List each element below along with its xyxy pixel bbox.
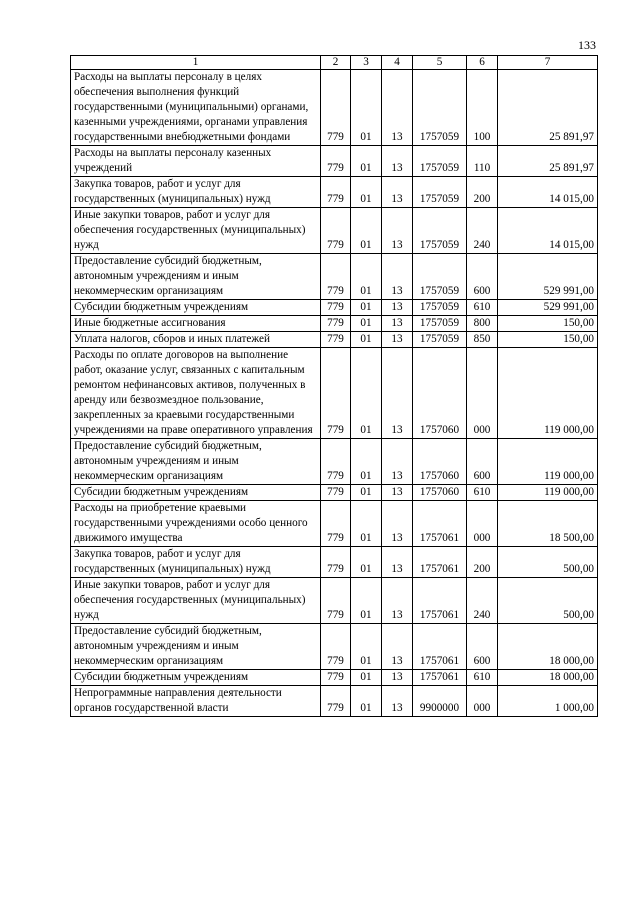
expense-type-code: 200: [467, 177, 498, 208]
ministry-code: 779: [321, 300, 351, 316]
subsection-code: 13: [382, 348, 413, 439]
section-code: 01: [351, 439, 382, 485]
expense-name: Расходы на выплаты персоналу в целях обеспечения выполнения функций государственными (муниципальными) органами, казенными учреждениями, органами управления государственными внебюджетными фондами: [71, 70, 321, 146]
subsection-code: 13: [382, 439, 413, 485]
amount: 500,00: [498, 578, 598, 624]
section-code: 01: [351, 686, 382, 717]
target-article-code: 1757059: [413, 332, 467, 348]
subsection-code: 13: [382, 578, 413, 624]
amount: 119 000,00: [498, 485, 598, 501]
expense-name: Предоставление субсидий бюджетным, автономным учреждениям и иным некоммерческим организациям: [71, 624, 321, 670]
section-code: 01: [351, 146, 382, 177]
ministry-code: 779: [321, 254, 351, 300]
target-article-code: 1757060: [413, 439, 467, 485]
column-header-3: 3: [351, 56, 382, 70]
expense-type-code: 610: [467, 300, 498, 316]
section-code: 01: [351, 578, 382, 624]
expense-name: Расходы на приобретение краевыми государственными учреждениями особо ценного движимого имущества: [71, 501, 321, 547]
expense-type-code: 850: [467, 332, 498, 348]
ministry-code: 779: [321, 177, 351, 208]
section-code: 01: [351, 485, 382, 501]
amount: 500,00: [498, 547, 598, 578]
expense-type-code: 240: [467, 208, 498, 254]
amount: 529 991,00: [498, 254, 598, 300]
expense-name: Иные бюджетные ассигнования: [71, 316, 321, 332]
ministry-code: 779: [321, 547, 351, 578]
expense-name: Субсидии бюджетным учреждениям: [71, 485, 321, 501]
expense-name: Расходы на выплаты персоналу казенных учреждений: [71, 146, 321, 177]
subsection-code: 13: [382, 624, 413, 670]
section-code: 01: [351, 348, 382, 439]
target-article-code: 1757059: [413, 254, 467, 300]
subsection-code: 13: [382, 670, 413, 686]
table-body: [71, 70, 598, 717]
section-code: 01: [351, 300, 382, 316]
expense-name: Предоставление субсидий бюджетным, автономным учреждениям и иным некоммерческим организациям: [71, 439, 321, 485]
ministry-code: 779: [321, 670, 351, 686]
table-row: [71, 348, 598, 439]
column-header-1: 1: [71, 56, 321, 70]
section-code: 01: [351, 670, 382, 686]
expense-type-code: 610: [467, 485, 498, 501]
column-header-4: 4: [382, 56, 413, 70]
expense-type-code: 610: [467, 670, 498, 686]
table-row: [71, 254, 598, 300]
subsection-code: 13: [382, 300, 413, 316]
table-row: [71, 439, 598, 485]
ministry-code: 779: [321, 146, 351, 177]
ministry-code: 779: [321, 578, 351, 624]
table-row: [71, 485, 598, 501]
expense-name: Закупка товаров, работ и услуг для государственных (муниципальных) нужд: [71, 177, 321, 208]
amount: 18 500,00: [498, 501, 598, 547]
subsection-code: 13: [382, 177, 413, 208]
table-row: [71, 686, 598, 717]
target-article-code: 1757059: [413, 208, 467, 254]
subsection-code: 13: [382, 70, 413, 146]
table-row: [71, 501, 598, 547]
header-row: [71, 56, 598, 70]
target-article-code: 1757061: [413, 547, 467, 578]
subsection-code: 13: [382, 146, 413, 177]
amount: 119 000,00: [498, 348, 598, 439]
column-header-7: 7: [498, 56, 598, 70]
target-article-code: 1757060: [413, 485, 467, 501]
ministry-code: 779: [321, 439, 351, 485]
expense-type-code: 800: [467, 316, 498, 332]
column-header-2: 2: [321, 56, 351, 70]
subsection-code: 13: [382, 208, 413, 254]
section-code: 01: [351, 254, 382, 300]
section-code: 01: [351, 70, 382, 146]
amount: 25 891,97: [498, 146, 598, 177]
subsection-code: 13: [382, 686, 413, 717]
expense-name: Субсидии бюджетным учреждениям: [71, 670, 321, 686]
ministry-code: 779: [321, 624, 351, 670]
section-code: 01: [351, 208, 382, 254]
section-code: 01: [351, 316, 382, 332]
amount: 150,00: [498, 332, 598, 348]
table-row: [71, 670, 598, 686]
table-row: [71, 332, 598, 348]
table-row: [71, 70, 598, 146]
target-article-code: 1757060: [413, 348, 467, 439]
expense-name: Непрограммные направления деятельности органов государственной власти: [71, 686, 321, 717]
amount: 25 891,97: [498, 70, 598, 146]
table-row: [71, 578, 598, 624]
ministry-code: 779: [321, 316, 351, 332]
table-row: [71, 177, 598, 208]
subsection-code: 13: [382, 501, 413, 547]
section-code: 01: [351, 624, 382, 670]
target-article-code: 1757059: [413, 70, 467, 146]
ministry-code: 779: [321, 348, 351, 439]
expense-type-code: 200: [467, 547, 498, 578]
ministry-code: 779: [321, 208, 351, 254]
ministry-code: 779: [321, 686, 351, 717]
table-row: [71, 208, 598, 254]
expense-type-code: 110: [467, 146, 498, 177]
section-code: 01: [351, 547, 382, 578]
expense-type-code: 600: [467, 439, 498, 485]
table-row: [71, 316, 598, 332]
expense-name: Уплата налогов, сборов и иных платежей: [71, 332, 321, 348]
budget-table: [70, 55, 598, 717]
subsection-code: 13: [382, 332, 413, 348]
amount: 18 000,00: [498, 624, 598, 670]
table-row: [71, 547, 598, 578]
amount: 529 991,00: [498, 300, 598, 316]
amount: 1 000,00: [498, 686, 598, 717]
target-article-code: 1757059: [413, 316, 467, 332]
target-article-code: 1757061: [413, 501, 467, 547]
expense-type-code: 100: [467, 70, 498, 146]
subsection-code: 13: [382, 547, 413, 578]
expense-type-code: 000: [467, 348, 498, 439]
subsection-code: 13: [382, 254, 413, 300]
ministry-code: 779: [321, 332, 351, 348]
target-article-code: 1757061: [413, 624, 467, 670]
table-row: [71, 300, 598, 316]
amount: 119 000,00: [498, 439, 598, 485]
target-article-code: 9900000: [413, 686, 467, 717]
page-number: 133: [578, 38, 596, 52]
expense-name: Иные закупки товаров, работ и услуг для обеспечения государственных (муниципальных) нужд: [71, 208, 321, 254]
amount: 18 000,00: [498, 670, 598, 686]
subsection-code: 13: [382, 485, 413, 501]
column-header-6: 6: [467, 56, 498, 70]
amount: 150,00: [498, 316, 598, 332]
amount: 14 015,00: [498, 208, 598, 254]
expense-type-code: 240: [467, 578, 498, 624]
expense-name: Иные закупки товаров, работ и услуг для обеспечения государственных (муниципальных) нужд: [71, 578, 321, 624]
section-code: 01: [351, 501, 382, 547]
section-code: 01: [351, 177, 382, 208]
target-article-code: 1757059: [413, 146, 467, 177]
expense-name: Субсидии бюджетным учреждениям: [71, 300, 321, 316]
column-header-5: 5: [413, 56, 467, 70]
expense-type-code: 600: [467, 254, 498, 300]
ministry-code: 779: [321, 485, 351, 501]
table-row: [71, 624, 598, 670]
subsection-code: 13: [382, 316, 413, 332]
expense-type-code: 000: [467, 686, 498, 717]
table-row: [71, 146, 598, 177]
expense-type-code: 600: [467, 624, 498, 670]
expense-name: Расходы по оплате договоров на выполнение работ, оказание услуг, связанных с капитальным ремонтом нефинансовых активов, полученных в аренду или безвозмездное пользование, закрепленных за краевыми государственными учреждениями на праве оперативного управления: [71, 348, 321, 439]
target-article-code: 1757061: [413, 578, 467, 624]
expense-name: Предоставление субсидий бюджетным, автономным учреждениям и иным некоммерческим организациям: [71, 254, 321, 300]
ministry-code: 779: [321, 70, 351, 146]
expense-name: Закупка товаров, работ и услуг для государственных (муниципальных) нужд: [71, 547, 321, 578]
target-article-code: 1757059: [413, 177, 467, 208]
amount: 14 015,00: [498, 177, 598, 208]
section-code: 01: [351, 332, 382, 348]
ministry-code: 779: [321, 501, 351, 547]
target-article-code: 1757059: [413, 300, 467, 316]
target-article-code: 1757061: [413, 670, 467, 686]
expense-type-code: 000: [467, 501, 498, 547]
